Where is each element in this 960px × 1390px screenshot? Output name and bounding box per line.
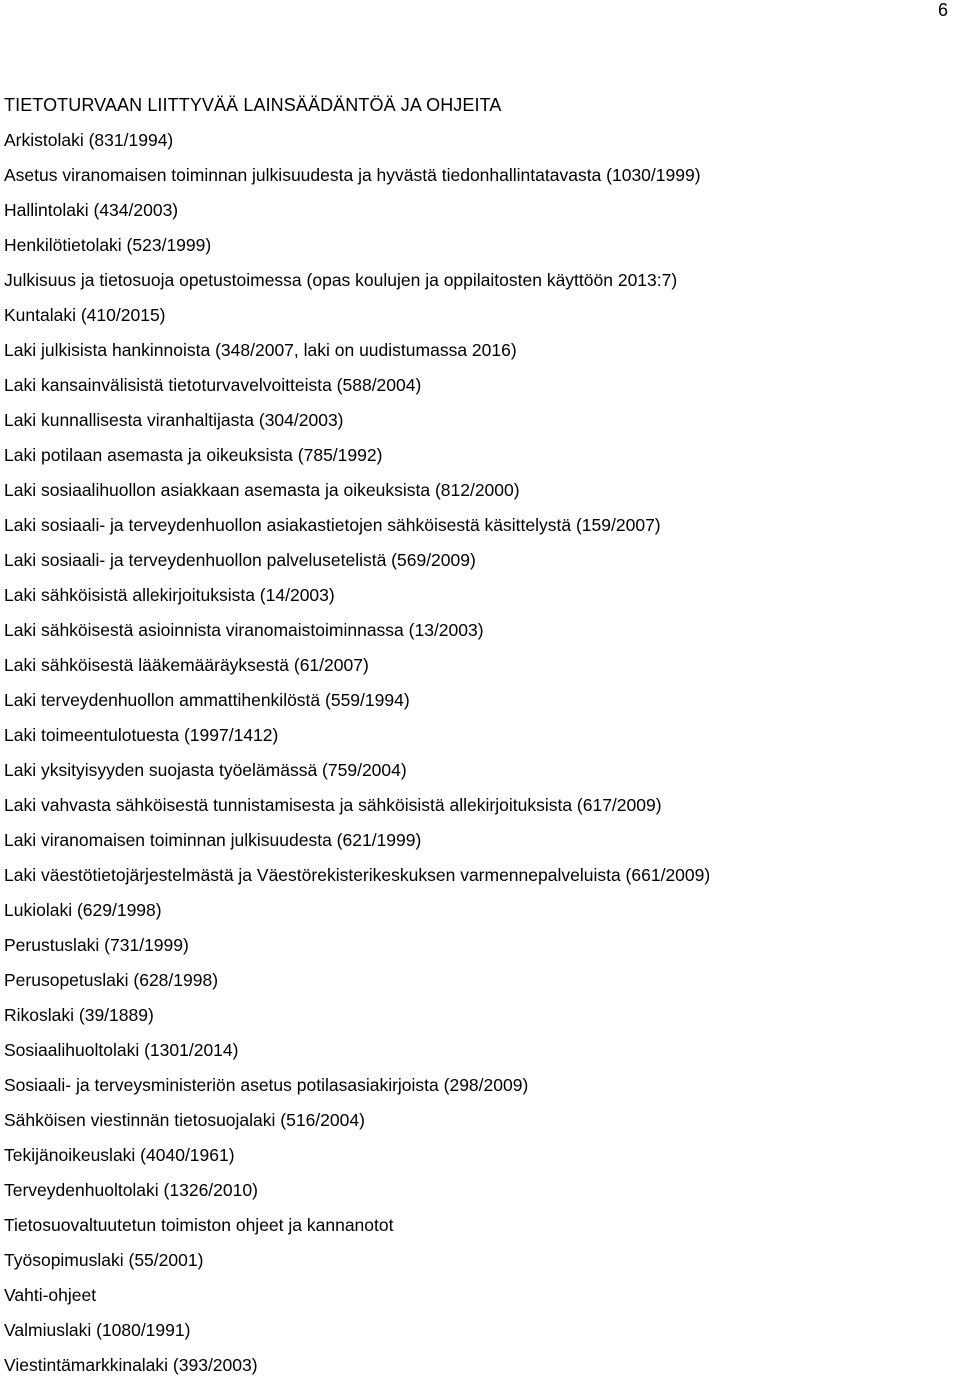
law-list-item: Kuntalaki (410/2015)	[4, 305, 166, 325]
law-list-item: Laki väestötietojärjestelmästä ja Väestörekisterikeskuksen varmennepalveluista (661/2009)	[4, 865, 711, 885]
law-list-item: Tietosuovaltuutetun toimiston ohjeet ja kannanotot	[4, 1215, 394, 1235]
law-list-item: Työsopimuslaki (55/2001)	[4, 1250, 204, 1270]
law-list-item: Sosiaali- ja terveysministeriön asetus potilasasiakirjoista (298/2009)	[4, 1075, 529, 1095]
law-list-item: Terveydenhuoltolaki (1326/2010)	[4, 1180, 258, 1200]
law-list-item: Viestintämarkkinalaki (393/2003)	[4, 1355, 258, 1375]
law-list-item: Laki kansainvälisistä tietoturvavelvoitteista (588/2004)	[4, 375, 422, 395]
law-list-item: Laki julkisista hankinnoista (348/2007, laki on uudistumassa 2016)	[4, 340, 517, 360]
law-list-item: Laki vahvasta sähköisestä tunnistamisesta ja sähköisistä allekirjoituksista (617/2009)	[4, 795, 662, 815]
law-list-item: Tekijänoikeuslaki (4040/1961)	[4, 1145, 235, 1165]
law-list-item: Valmiuslaki (1080/1991)	[4, 1320, 191, 1340]
legislation-list	[4, 130, 954, 1390]
law-list-item: Laki viranomaisen toiminnan julkisuudesta (621/1999)	[4, 830, 422, 850]
section-heading: TIETOTURVAAN LIITTYVÄÄ LAINSÄÄDÄNTÖÄ JA OHJEITA	[4, 95, 502, 115]
law-list-item: Sosiaalihuoltolaki (1301/2014)	[4, 1040, 239, 1060]
law-list-item: Asetus viranomaisen toiminnan julkisuudesta ja hyvästä tiedonhallintatavasta (1030/1999)	[4, 165, 701, 185]
law-list-item: Arkistolaki (831/1994)	[4, 130, 174, 150]
law-list-item: Laki sosiaali- ja terveydenhuollon asiakastietojen sähköisestä käsittelystä (159/2007)	[4, 515, 661, 535]
law-list-item: Laki sosiaali- ja terveydenhuollon palvelusetelistä (569/2009)	[4, 550, 476, 570]
law-list-item: Laki terveydenhuollon ammattihenkilöstä (559/1994)	[4, 690, 410, 710]
law-list-item: Rikoslaki (39/1889)	[4, 1005, 154, 1025]
document-body	[4, 95, 954, 1390]
law-list-item: Laki kunnallisesta viranhaltijasta (304/2003)	[4, 410, 344, 430]
law-list-item: Sähköisen viestinnän tietosuojalaki (516/2004)	[4, 1110, 365, 1130]
law-list-item: Laki sähköisistä allekirjoituksista (14/2003)	[4, 585, 335, 605]
law-list-item: Laki sosiaalihuollon asiakkaan asemasta ja oikeuksista (812/2000)	[4, 480, 520, 500]
law-list-item: Lukiolaki (629/1998)	[4, 900, 162, 920]
law-list-item: Perustuslaki (731/1999)	[4, 935, 189, 955]
law-list-item: Laki sähköisestä lääkemääräyksestä (61/2007)	[4, 655, 369, 675]
law-list-item: Laki potilaan asemasta ja oikeuksista (785/1992)	[4, 445, 383, 465]
law-list-item: Hallintolaki (434/2003)	[4, 200, 179, 220]
law-list-item: Perusopetuslaki (628/1998)	[4, 970, 219, 990]
page-number: 6	[937, 0, 948, 20]
law-list-item: Laki yksityisyyden suojasta työelämässä (759/2004)	[4, 760, 407, 780]
law-list-item: Vahti-ohjeet	[4, 1285, 97, 1305]
law-list-item: Julkisuus ja tietosuoja opetustoimessa (opas koulujen ja oppilaitosten käyttöön 2013:7)	[4, 270, 678, 290]
law-list-item: Henkilötietolaki (523/1999)	[4, 235, 212, 255]
law-list-item: Laki toimeentulotuesta (1997/1412)	[4, 725, 279, 745]
law-list-item: Laki sähköisestä asioinnista viranomaistoiminnassa (13/2003)	[4, 620, 484, 640]
